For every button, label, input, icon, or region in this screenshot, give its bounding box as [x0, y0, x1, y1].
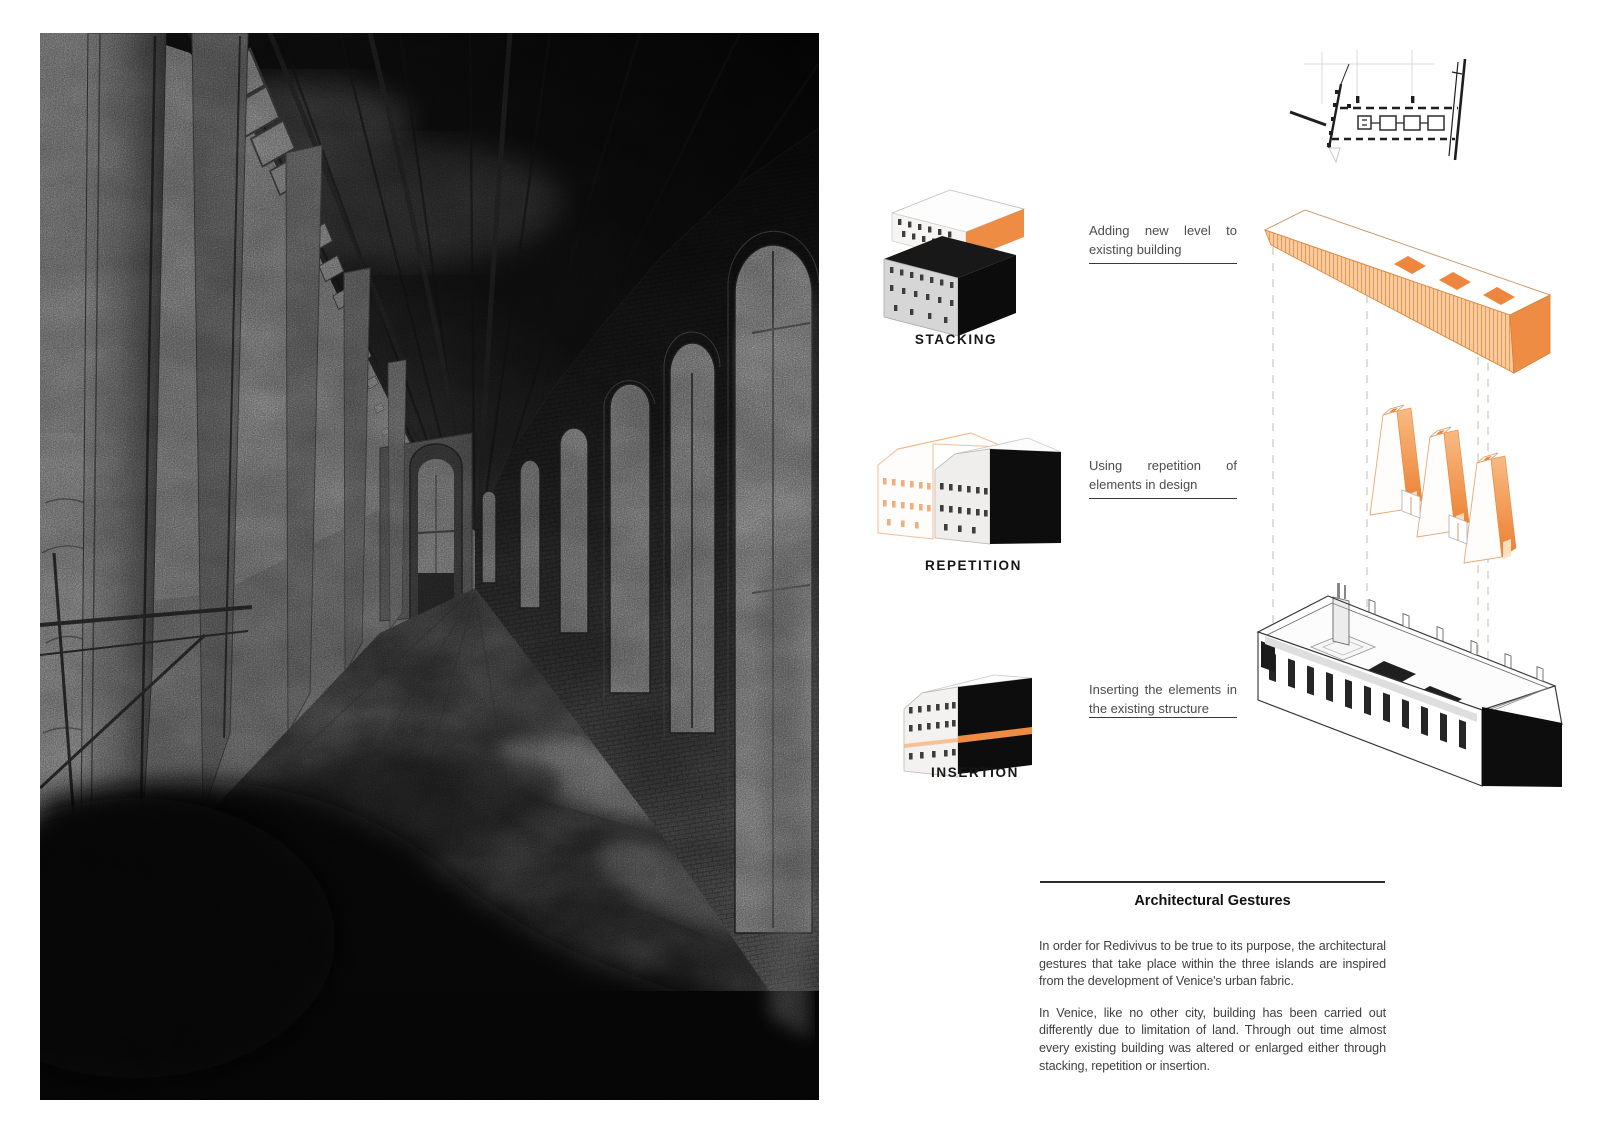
site-plan-sketch: [1262, 46, 1477, 174]
stacking-axon-icon: [876, 183, 1036, 348]
stacking-label: STACKING: [914, 332, 998, 347]
exploded-axonometric-diagram: [1205, 195, 1600, 825]
corridor-rendering: [40, 33, 819, 1100]
stacking-description: Adding new level to existing building: [1089, 223, 1237, 257]
kiln-towers: [1370, 405, 1516, 563]
repetition-description: Using repetition of elements in design: [1089, 458, 1237, 492]
roof-element: [1265, 210, 1550, 373]
base-building: [1258, 583, 1562, 787]
end-face: [1482, 707, 1562, 787]
section-paragraph-1: In order for Redivivus to be true to its purpose, the architectural gestures that take place within the three islands are inspired from the development of Venice's urban fabric.: [1039, 939, 1386, 989]
section-paragraph-2: In Venice, like no other city, building has been carried out differently due to limitation of land. Through out time almost every existing building was altered or enlarged either through stacking, repetition or insertion.: [1039, 1005, 1386, 1073]
section-title: Architectural Gestures: [1134, 893, 1291, 909]
corridor-rendering-art: [40, 33, 819, 1100]
section-body: [1039, 938, 1386, 1089]
tone-overlay: [40, 33, 819, 1100]
insertion-description: Inserting the elements in the existing structure: [1089, 682, 1237, 716]
section-top-rule: [1040, 881, 1385, 883]
repetition-label: REPETITION: [924, 558, 1022, 573]
repetition-axon-icon: [856, 398, 1061, 563]
insertion-label: INSERTION: [931, 765, 1019, 780]
